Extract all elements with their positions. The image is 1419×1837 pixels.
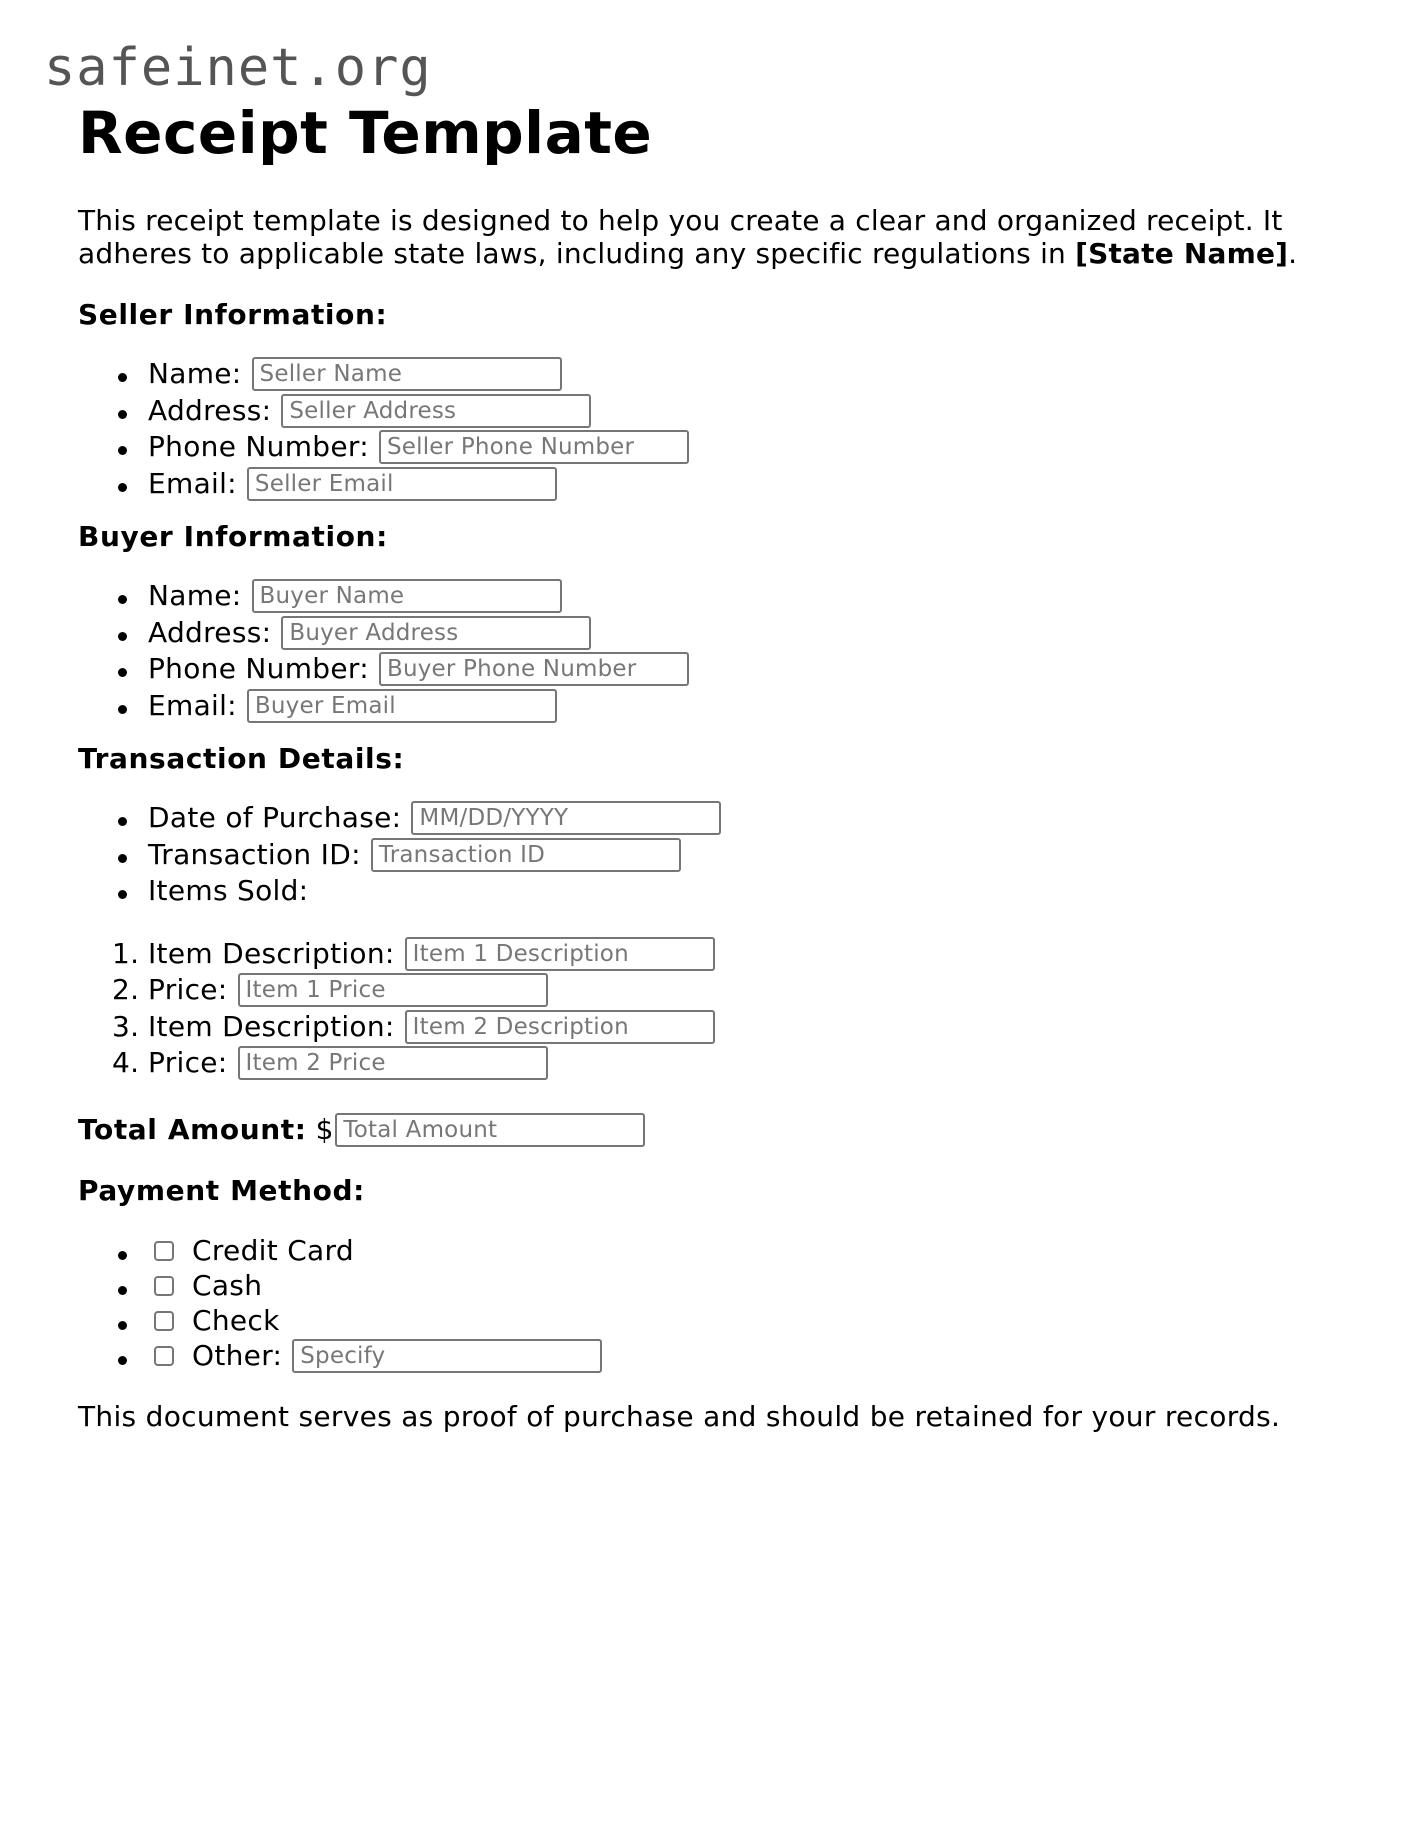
transaction-id-label: Transaction ID: [148,837,361,871]
item-row [78,1009,1358,1046]
seller-address-item [78,393,1358,430]
other-checkbox[interactable] [154,1346,174,1366]
seller-name-label: Name: [148,357,242,391]
total-amount-label: Total Amount: [78,1112,307,1146]
bullet [118,483,127,492]
item-number: 1. [112,936,140,970]
bullet [118,854,127,863]
transaction-list [78,800,1358,910]
payment-heading: Payment Method: [78,1173,365,1207]
seller-phone-label: Phone Number: [148,430,369,464]
bullet [118,595,127,604]
total-amount-row [78,1112,1358,1148]
buyer-name-item [78,578,1358,615]
payment-option-label: Credit Card [192,1234,354,1267]
seller-email-label: Email: [148,466,237,500]
credit-card-checkbox[interactable] [154,1241,174,1261]
buyer-name-label: Name: [148,579,242,613]
item-label: Price: [148,973,228,1007]
state-name-placeholder: [State Name] [1075,237,1289,270]
cash-checkbox[interactable] [154,1276,174,1296]
seller-name-input[interactable]: Seller Name [252,357,562,391]
purchase-date-label: Date of Purchase: [148,801,402,835]
payment-option [78,1269,1358,1304]
intro-paragraph [78,204,1358,270]
item-2-price-input[interactable]: Item 2 Price [238,1046,548,1080]
bullet [118,373,127,382]
transaction-id-item [78,837,1358,874]
item-number: 2. [112,973,140,1006]
buyer-phone-input[interactable]: Buyer Phone Number [379,652,689,686]
buyer-email-item [78,688,1358,725]
seller-heading: Seller Information: [78,298,388,331]
item-1-price-input[interactable]: Item 1 Price [238,973,548,1007]
bullet [118,817,127,826]
item-label: Item Description: [148,1009,395,1043]
seller-phone-item [78,429,1358,466]
item-number: 3. [112,1009,140,1043]
payment-option [78,1304,1358,1339]
purchase-date-input[interactable]: MM/DD/YYYY [411,801,721,835]
bullet [118,1251,127,1260]
receipt-page [78,100,1358,1462]
watermark: safeinet.org [44,38,432,98]
item-row [78,1045,1358,1082]
bullet [118,446,127,455]
bullet [118,1321,127,1330]
item-1-description-input[interactable]: Item 1 Description [405,937,715,971]
payment-option-label: Check [192,1304,280,1337]
total-amount-input[interactable]: Total Amount [335,1113,645,1147]
payment-option-label: Cash [192,1269,263,1302]
page-title: Receipt Template [78,99,653,167]
seller-name-item [78,356,1358,393]
bullet [118,668,127,677]
bullet [118,705,127,714]
transaction-id-input[interactable]: Transaction ID [371,838,681,872]
seller-address-input[interactable]: Seller Address [281,394,591,428]
buyer-address-input[interactable]: Buyer Address [281,616,591,650]
buyer-address-item [78,615,1358,652]
payment-list [78,1234,1358,1374]
other-specify-input[interactable]: Specify [292,1339,602,1373]
payment-option [78,1339,1358,1374]
buyer-phone-item [78,651,1358,688]
intro-text: This receipt template is designed to help you create a clear and organized receipt. It adheres to applicable state laws, including any specific regulations in [78,204,1283,270]
bullet [118,632,127,641]
seller-address-label: Address: [148,393,272,427]
seller-email-input[interactable]: Seller Email [247,467,557,501]
buyer-address-label: Address: [148,615,272,649]
bullet [118,1356,127,1365]
item-number: 4. [112,1046,140,1079]
buyer-heading: Buyer Information: [78,520,388,553]
items-list [78,936,1358,1082]
item-2-description-input[interactable]: Item 2 Description [405,1010,715,1044]
payment-option [78,1234,1358,1269]
intro-end: . [1288,237,1298,270]
bullet [118,1286,127,1295]
seller-email-item [78,466,1358,503]
buyer-list [78,578,1358,724]
purchase-date-item [78,800,1358,837]
items-sold-label: Items Sold: [148,874,309,908]
closing-text: This document serves as proof of purchase and should be retained for your records. [78,1399,1281,1433]
seller-phone-input[interactable]: Seller Phone Number [379,430,689,464]
currency-symbol: $ [315,1112,334,1146]
transaction-heading: Transaction Details: [78,742,405,775]
buyer-phone-label: Phone Number: [148,652,369,686]
seller-list [78,356,1358,502]
bullet [118,410,127,419]
item-row [78,936,1358,973]
item-label: Price: [148,1046,228,1080]
bullet [118,890,127,899]
item-label: Item Description: [148,936,395,970]
other-label: Other: [192,1339,283,1372]
items-sold-item [78,873,1358,910]
check-checkbox[interactable] [154,1311,174,1331]
buyer-email-input[interactable]: Buyer Email [247,689,557,723]
buyer-name-input[interactable]: Buyer Name [252,579,562,613]
buyer-email-label: Email: [148,688,237,722]
item-row [78,972,1358,1009]
